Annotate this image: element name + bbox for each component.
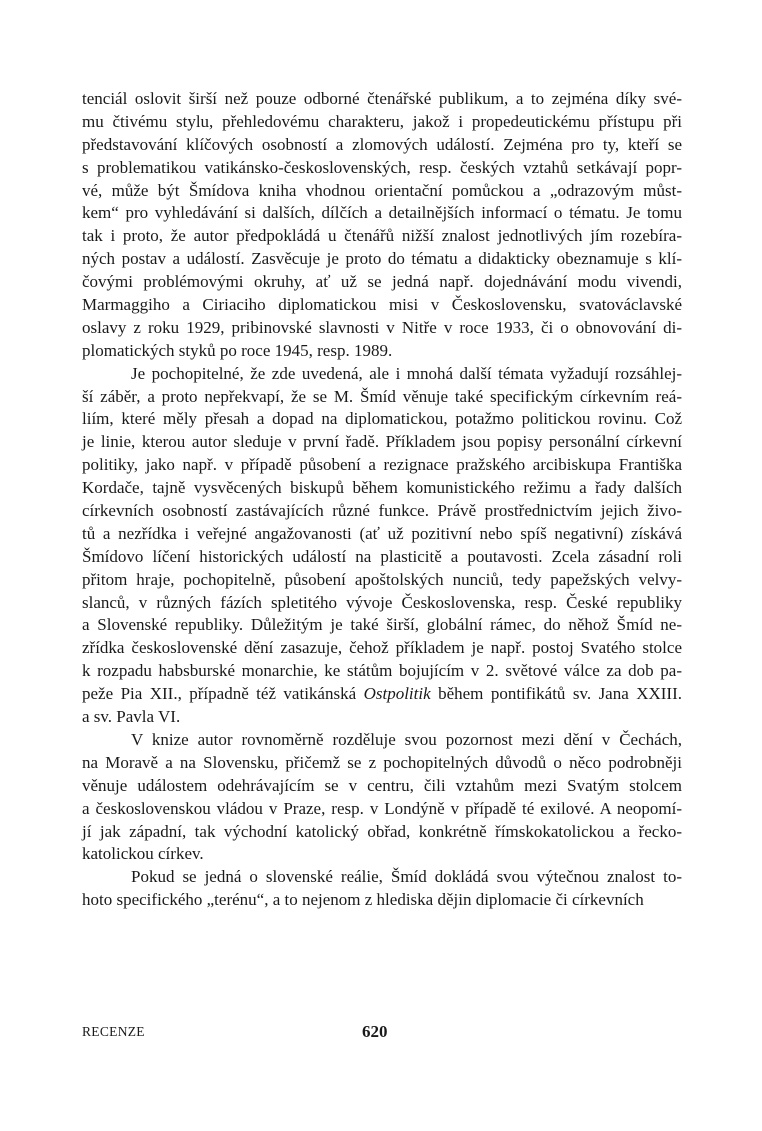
text-line: Kordače, tajně vysvěcených biskupů během komunistického režimu a řady dalších [82,478,682,498]
text-line: věnuje událostem odehrávajícím se v centru, čili vztahům mezi Svatým stolcem [82,775,682,795]
italic-term: Ostpolitik [363,684,431,704]
paragraph [82,88,682,363]
text-line: hoto specifického „terénu“, a to nejenom z hlediska dějin diplomacie či církevních [82,890,644,910]
text-line: tů a nezřídka i veřejné angažovanosti (ať už pozitivní nebo spíš negativní) získává [82,523,682,543]
text-line: představování klíčových osobností a zlomových událostí. Zejména pro ty, kteří se [82,134,682,154]
text-line: vé, může být Šmídova kniha vhodnou orientační pomůckou a „odrazovým můst- [82,180,682,200]
text-line: kem“ pro vyhledávání si dalších, dílčích a detailnějších informací o tématu. Je tomu [82,203,682,223]
text-line: Šmídovo líčení historických událostí na plasticitě a poutavosti. Zcela zásadní roli [82,546,682,566]
text-line: tak i proto, že autor předpokládá u čtenářů nižší znalost jednotlivých jím rozebíra- [82,226,682,246]
text-line: peže Pia XII., případně též vatikánská Ostpolitik během pontifikátů sv. Jana XXIII. [82,684,682,704]
text-line: je linie, kterou autor sleduje v první řadě. Příkladem jsou popisy personální církevní [82,432,682,452]
text-line: církevních osobností zastávajících různé funkce. Právě prostřednictvím jejich živo- [82,501,682,521]
text-line: Je pochopitelné, že zde uvedená, ale i mnohá další témata vyžadují rozsáhlej- [131,363,682,383]
text-line: oslavy z roku 1929, pribinovské slavnosti v Nitře v roce 1933, či o obnovování di- [82,317,682,337]
text-line: Marmaggiho a Ciriaciho diplomatickou misi v Československu, svatováclavské [82,295,682,315]
text-line: zřídka československé dění zasazuje, čehož příkladem je např. postoj Svatého stolce [82,638,682,658]
text-line: čovými problémovými okruhy, ať už se jedná např. dojednávání modu vivendi, [82,272,682,292]
paragraph [82,729,682,866]
paragraph [82,363,682,729]
text-line: a Slovenské republiky. Důležitým je také širší, globální rámec, do něhož Šmíd ne- [82,615,682,635]
text-line: V knize autor rovnoměrně rozděluje svou pozornost mezi dění v Čechách, [131,729,682,749]
text-line: k rozpadu habsburské monarchie, ke státům bojujícím v 2. světové válce za dob pa- [82,661,682,681]
text-line: politiky, jako např. v případě působení a rezignace pražského arcibiskupa Františka [82,455,682,475]
text-line: liím, které měly přesah a dopad na diplomatickou, potažmo politickou rovinu. Což [82,409,682,429]
text-line: tenciál oslovit širší než pouze odborné čtenářské publikum, a to zejména díky své- [82,89,682,108]
text-line: katolickou církev. [82,844,204,864]
text-line: na Moravě a na Slovensku, přičemž se z pochopitelných důvodů o něco podrobněji [82,752,682,772]
text-line: a sv. Pavla VI. [82,707,181,727]
text-line: ných postav a událostí. Zasvěcuje je proto do tématu a didakticky obeznamuje s klí- [82,249,682,269]
text-line: Pokud se jedná o slovenské reálie, Šmíd dokládá svou výtečnou znalost to- [131,867,682,887]
text-line: ší záběr, a proto nepřekvapí, že se M. Šmíd věnuje také specifickým církevním reá- [82,386,682,406]
running-footer-section: RECENZE [82,1024,145,1039]
text-line: jí jak západní, tak východní katolický obřad, konkrétně římskokatolickou a řecko- [82,821,682,841]
page-number: 620 [362,1022,388,1041]
paragraph [82,866,682,912]
text-line: a československou vládou v Praze, resp. v Londýně v případě té exilové. A neopomí- [82,798,682,818]
text-line: slanců, v různých fázích spletitého vývoje Československa, resp. České republiky [82,592,682,612]
body-text [82,88,682,912]
text-line: mu čtivému stylu, přehledovému charakteru, jakož i propedeutickému přístupu při [82,111,682,131]
text-line: plomatických styků po roce 1945, resp. 1989. [82,340,393,360]
text-line: s problematikou vatikánsko-československých, resp. českých vztahů setkávají popr- [82,157,682,177]
text-line: přitom hraje, pochopitelně, působení apoštolských nunciů, tedy papežských velvy- [82,569,682,589]
